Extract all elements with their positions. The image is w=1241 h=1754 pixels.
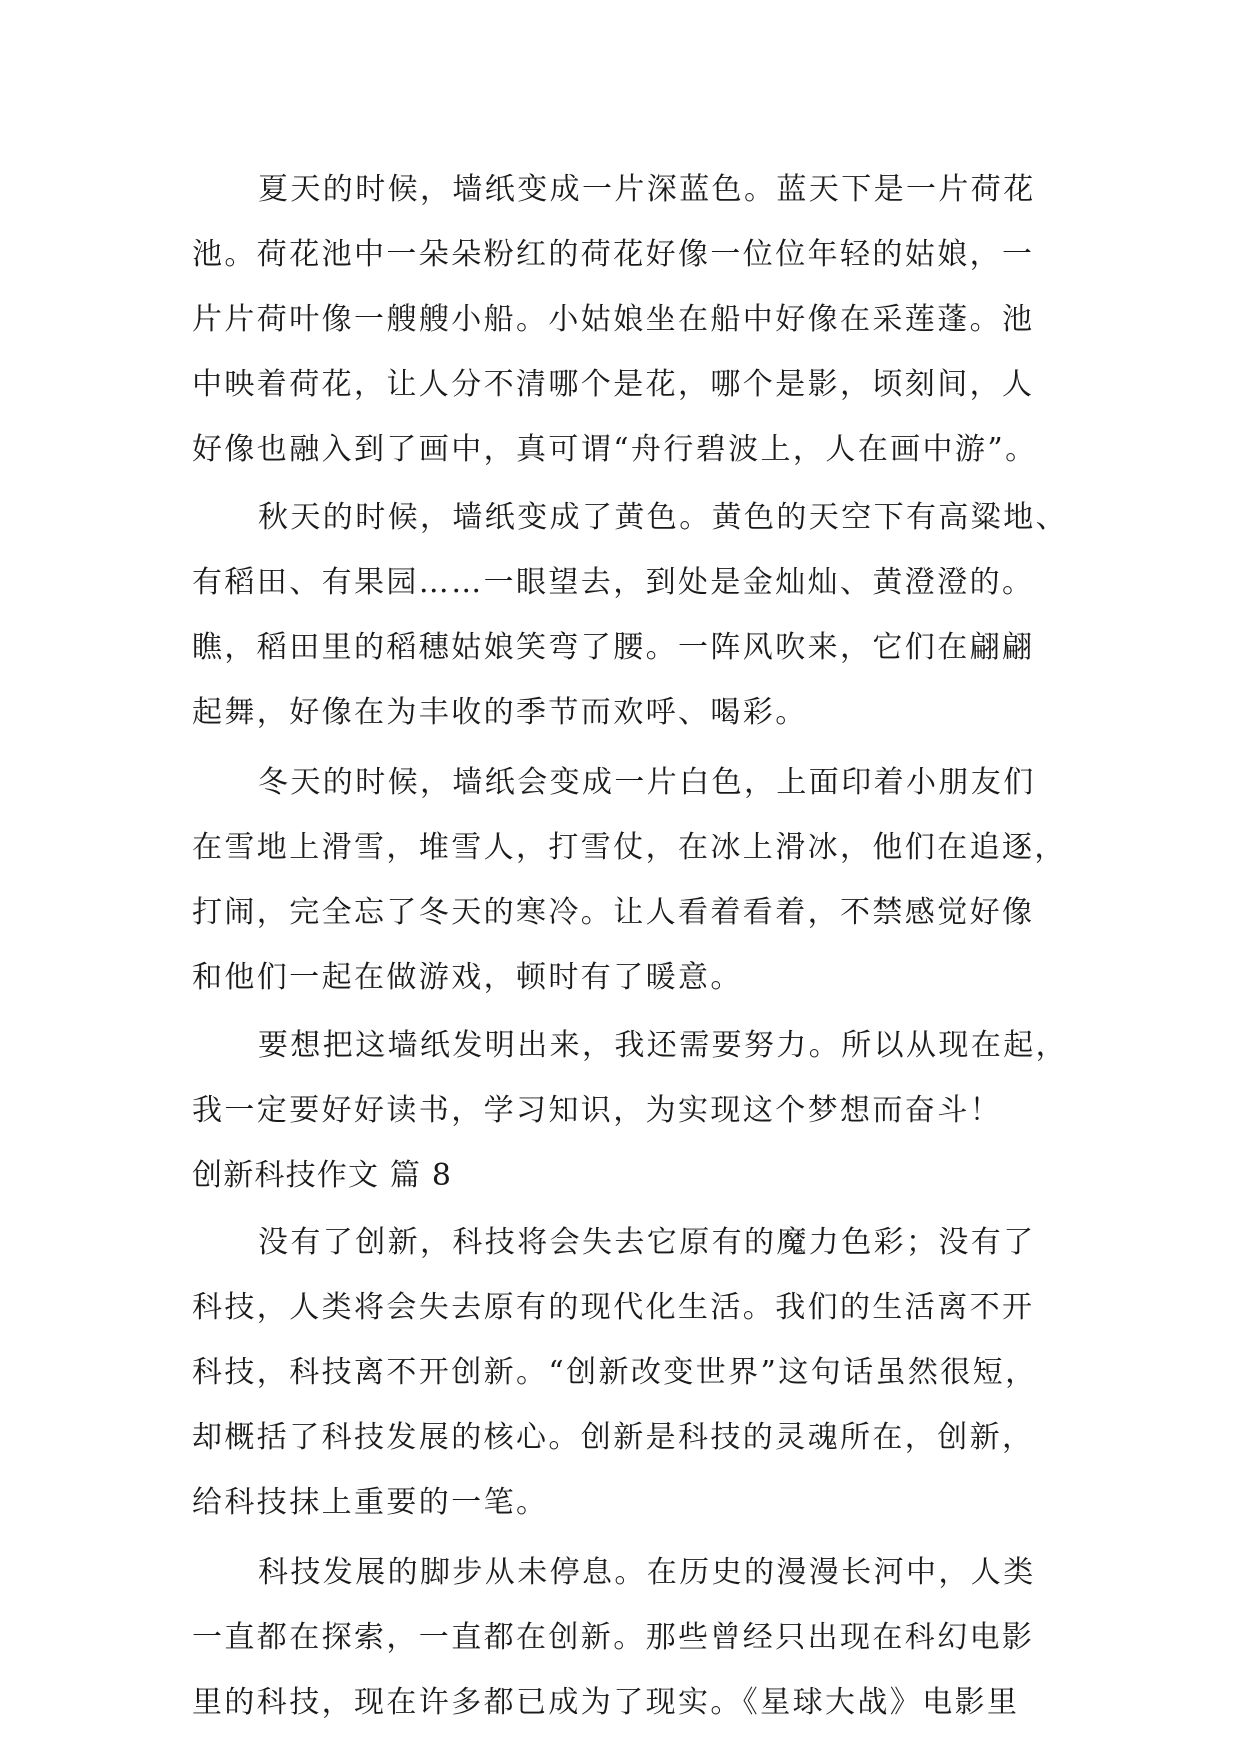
text-line: 夏天的时候，墙纸变成一片深蓝色。蓝天下是一片荷花 xyxy=(258,172,1036,207)
text-line: 打闹，完全忘了冬天的寒冷。让人看着看着，不禁感觉好像 xyxy=(192,895,1035,930)
text-line: 瞧，稻田里的稻穗姑娘笑弯了腰。一阵风吹来，它们在翩翩 xyxy=(192,630,1035,665)
text-line: 好像也融入到了画中，真可谓“舟行碧波上，人在画中游”。 xyxy=(192,432,1038,467)
text-line: 和他们一起在做游戏，顿时有了暖意。 xyxy=(192,960,743,995)
text-line: 中映着荷花，让人分不清哪个是花，哪个是影，顷刻间，人 xyxy=(192,367,1035,402)
text-line: 一直都在探索，一直都在创新。那些曾经只出现在科幻电影 xyxy=(192,1620,1035,1655)
text-line: 给科技抹上重要的一笔。 xyxy=(192,1485,549,1520)
text-line: 里的科技，现在许多都已成为了现实。《星球大战》电影里 xyxy=(192,1685,1020,1720)
text-line: 秋天的时候，墙纸变成了黄色。黄色的天空下有高粱地、 xyxy=(258,500,1068,535)
text-line: 没有了创新，科技将会失去它原有的魔力色彩；没有了 xyxy=(258,1225,1036,1260)
text-line: 科技，科技离不开创新。“创新改变世界”这句话虽然很短， xyxy=(192,1355,1038,1390)
text-line: 科技发展的脚步从未停息。在历史的漫漫长河中，人类 xyxy=(258,1555,1036,1590)
section-heading: 创新科技作文 篇 8 xyxy=(192,1158,453,1193)
text-line: 起舞，好像在为丰收的季节而欢呼、喝彩。 xyxy=(192,695,808,730)
text-line: 科技，人类将会失去原有的现代化生活。我们的生活离不开 xyxy=(192,1290,1035,1325)
text-line: 却概括了科技发展的核心。创新是科技的灵魂所在，创新， xyxy=(192,1420,1035,1455)
text-line: 片片荷叶像一艘艘小船。小姑娘坐在船中好像在采莲蓬。池 xyxy=(192,302,1035,337)
text-line: 要想把这墙纸发明出来，我还需要努力。所以从现在起， xyxy=(258,1028,1068,1063)
text-line: 在雪地上滑雪，堆雪人，打雪仗，在冰上滑冰，他们在追逐， xyxy=(192,830,1067,865)
text-line: 我一定要好好读书，学习知识，为实现这个梦想而奋斗！ xyxy=(192,1093,1002,1128)
text-line: 冬天的时候，墙纸会变成一片白色，上面印着小朋友们 xyxy=(258,765,1036,800)
text-line: 池。荷花池中一朵朵粉红的荷花好像一位位年轻的姑娘，一 xyxy=(192,237,1035,272)
text-line: 有稻田、有果园……一眼望去，到处是金灿灿、黄澄澄的。 xyxy=(192,565,1035,600)
